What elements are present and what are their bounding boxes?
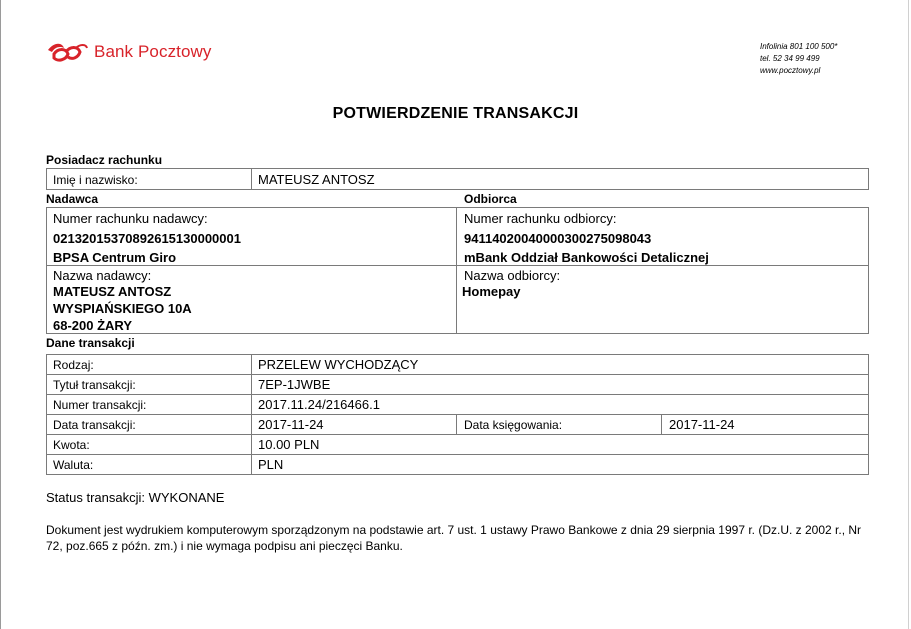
website-text: www.pocztowy.pl [760, 66, 821, 75]
bank-pocztowy-logo-icon [46, 40, 88, 64]
divider [46, 454, 869, 455]
booking-value: 2017-11-24 [669, 417, 735, 432]
amount-value: 10.00 PLN [258, 437, 320, 452]
sender-name-line-3: 68-200 ŻARY [53, 318, 132, 333]
sender-section-label: Nadawca [46, 192, 99, 206]
transaction-status: Status transakcji: WYKONANE [46, 490, 225, 505]
number-value: 2017.11.24/216466.1 [258, 397, 380, 412]
recipient-section-label: Odbiorca [464, 192, 517, 206]
title-label: Tytuł transakcji: [53, 378, 136, 392]
recipient-account-label: Numer rachunku odbiorcy: [464, 211, 617, 226]
phone-text: tel. 52 34 99 499 [760, 54, 820, 63]
logo-text: Bank Pocztowy [94, 42, 212, 61]
sender-account-label: Numer rachunku nadawcy: [53, 211, 208, 226]
recipient-name-label: Nazwa odbiorcy: [464, 268, 561, 283]
divider [251, 168, 252, 190]
bank-logo [46, 40, 212, 64]
divider [46, 414, 869, 415]
sender-name-line-2: WYSPIAŃSKIEGO 10A [53, 301, 192, 316]
contact-info [760, 41, 837, 77]
booking-label: Data księgowania: [464, 418, 563, 432]
divider [456, 414, 457, 434]
name-value: MATEUSZ ANTOSZ [258, 172, 375, 187]
hotline-text: Infolinia 801 100 500* [760, 42, 838, 51]
recipient-name: Homepay [462, 284, 521, 299]
amount-label: Kwota: [53, 438, 90, 452]
currency-label: Waluta: [53, 458, 94, 472]
date-label: Data transakcji: [53, 418, 136, 432]
date-value: 2017-11-24 [258, 417, 324, 432]
recipient-bank: mBank Oddział Bankowości Detalicznej [464, 250, 709, 265]
sender-name-label: Nazwa nadawcy: [53, 268, 152, 283]
sender-name-line-1: MATEUSZ ANTOSZ [53, 284, 172, 299]
number-label: Numer transakcji: [53, 398, 147, 412]
type-value: PRZELEW WYCHODZĄCY [258, 357, 419, 372]
page-right-edge [908, 0, 909, 629]
divider [661, 414, 662, 434]
name-label: Imię i nazwisko: [53, 173, 138, 187]
document-title: POTWIERDZENIE TRANSAKCJI [332, 105, 579, 122]
title-value: 7EP-1JWBE [258, 377, 331, 392]
currency-value: PLN [258, 457, 284, 472]
recipient-account-number: 94114020040000300275098043 [464, 231, 652, 246]
divider [46, 265, 869, 266]
transaction-section-label: Dane transakcji [46, 336, 135, 350]
account-holder-section-label: Posiadacz rachunku [46, 153, 163, 167]
type-label: Rodzaj: [53, 358, 94, 372]
divider [46, 394, 869, 395]
divider [46, 434, 869, 435]
sender-account-number: 02132015370892615130000001 [53, 231, 241, 246]
account-holder-table [46, 168, 869, 190]
page-left-edge [0, 0, 1, 629]
divider [46, 374, 869, 375]
sender-bank: BPSA Centrum Giro [53, 250, 177, 265]
legal-footer: Dokument jest wydrukiem komputerowym sporządzonym na podstawie art. 7 ust. 1 ustawy Prawo Bankowe z dnia 29 sierpnia 1997 r. (Dz.U. z 2002 r., Nr 72, poz.665 z późn. zm.) i nie wymaga podpisu ani pieczęci Banku. [46, 523, 862, 553]
divider [456, 207, 457, 334]
